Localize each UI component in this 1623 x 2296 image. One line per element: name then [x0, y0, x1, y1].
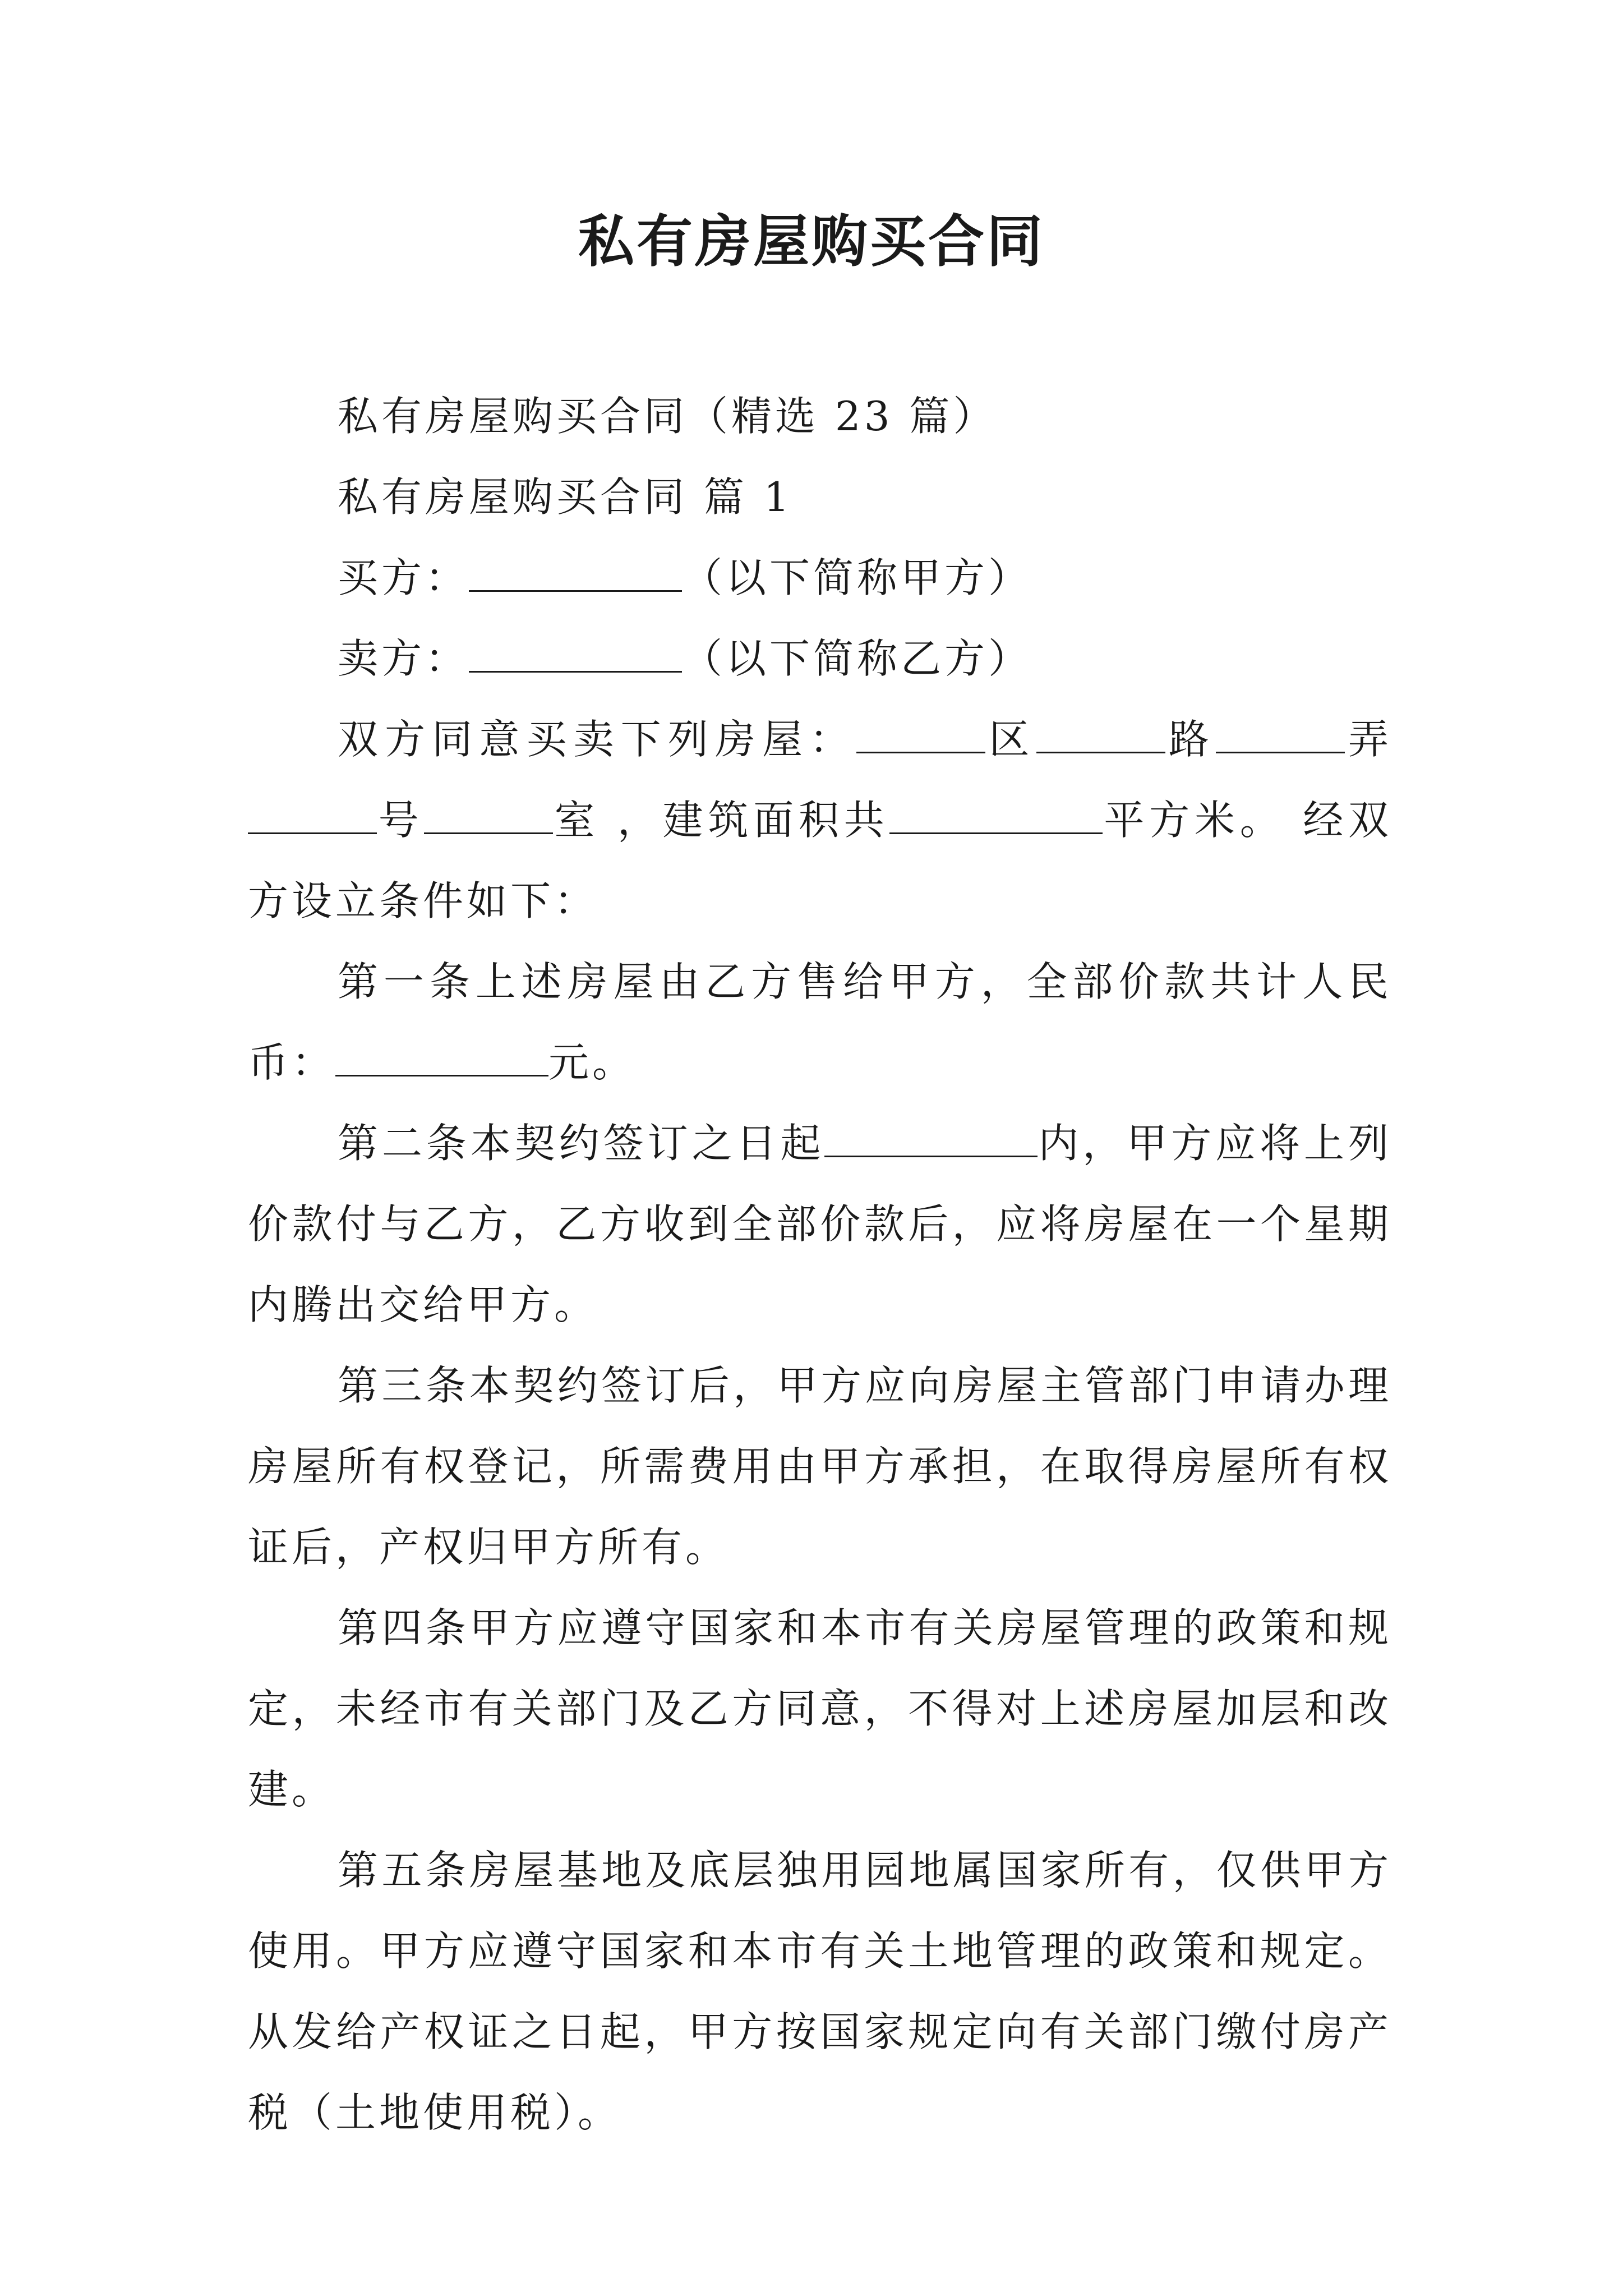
lane-blank	[1216, 718, 1345, 753]
paragraph-article-2	[248, 1103, 1392, 1345]
section-heading-text: 私有房屋购买合同 篇 1	[338, 473, 793, 521]
price-blank	[335, 1041, 548, 1076]
paragraph-seller	[248, 618, 1392, 699]
document-title: 私有房屋购买合同	[578, 208, 1045, 274]
article-2-text: 第二条本契约签订之日起	[338, 1120, 825, 1167]
area-suffix: 平方米。 经双方设立条件如下：	[248, 797, 1393, 924]
article-5-text: 第五条房屋基地及底层独用园地属国家所有，仅供甲方使用。甲方应遵守国家和本市有关土地管理的政策和规定。从发给产权证之日起，甲方按国家规定向有关部门缴付房产税（土地使用税）。	[248, 1847, 1392, 2136]
buyer-suffix: （以下简称甲方）	[682, 554, 1032, 601]
seller-suffix: （以下简称乙方）	[682, 635, 1032, 682]
area-blank	[889, 799, 1103, 834]
buyer-blank	[469, 556, 682, 592]
paragraph-article-1	[248, 941, 1392, 1103]
district-blank	[856, 718, 985, 753]
lane-label: 弄	[1344, 716, 1392, 763]
seller-blank	[469, 637, 682, 673]
paragraph-section-heading	[248, 457, 1392, 537]
article-1-text: 第一条上述房屋由乙方售给甲方，全部价款共计人民币：	[248, 958, 1392, 1086]
paragraph-article-3	[248, 1345, 1392, 1588]
district-label: 区	[985, 716, 1036, 763]
room-blank	[424, 799, 553, 834]
article-2-suffix: 内，甲方应将上列价款付与乙方，乙方收到全部价款后，应将房屋在一个星期内腾出交给甲方。	[248, 1120, 1392, 1328]
room-area-label: 室 ，建筑面积共	[552, 797, 889, 844]
paragraph-property	[248, 699, 1392, 941]
number-label: 号	[377, 797, 424, 844]
article-4-text: 第四条甲方应遵守国家和本市有关房屋管理的政策和规定，未经市有关部门及乙方同意，不得对上述房屋加层和改建。	[248, 1604, 1392, 1813]
seller-label: 卖方：	[338, 635, 469, 682]
period-blank	[824, 1122, 1038, 1157]
paragraph-buyer	[248, 537, 1392, 618]
paragraph-article-4	[248, 1588, 1392, 1830]
article-3-text: 第三条本契约签订后，甲方应向房屋主管部门申请办理房屋所有权登记，所需费用由甲方承担，在取得房屋所有权证后，产权归甲方所有。	[248, 1362, 1392, 1571]
property-intro: 双方同意买卖下列房屋：	[338, 716, 857, 763]
document-body	[248, 376, 1392, 2153]
buyer-label: 买方：	[338, 554, 469, 601]
paragraph-article-5	[248, 1830, 1392, 2153]
paragraph-subtitle	[248, 376, 1392, 457]
article-1-suffix: 元。	[548, 1039, 637, 1086]
subtitle-text: 私有房屋购买合同（精选 23 篇）	[338, 393, 997, 440]
road-label: 路	[1165, 716, 1216, 763]
number-blank	[248, 799, 377, 834]
road-blank	[1036, 718, 1165, 753]
